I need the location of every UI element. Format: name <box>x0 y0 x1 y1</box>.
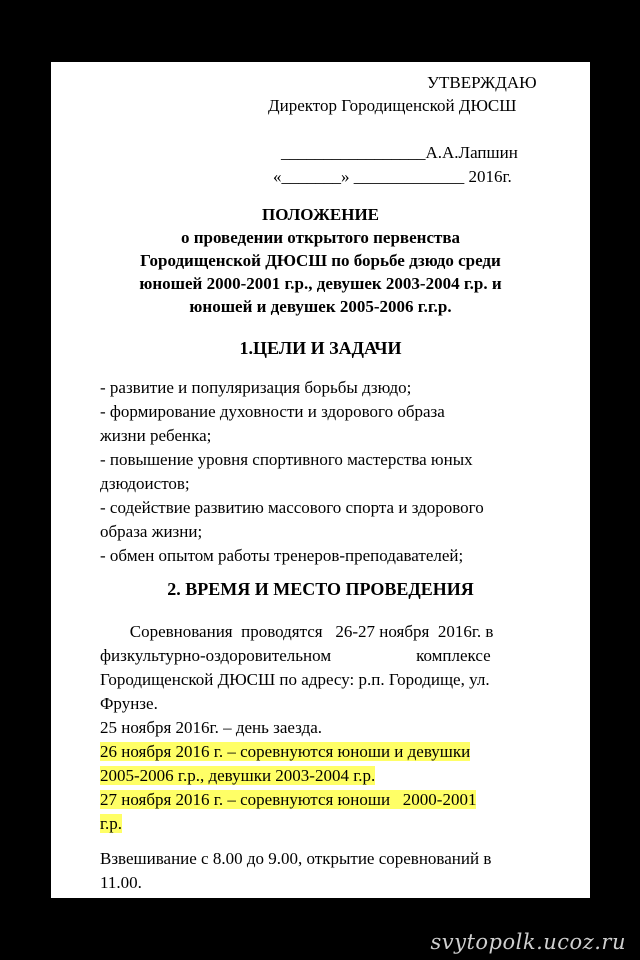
weighing-line: Взвешивание с 8.00 до 9.00, открытие соревнований в <box>100 849 492 868</box>
highlight-text: 27 ноября 2016 г. – соревнуются юноши 2000-2001 <box>100 790 477 809</box>
goal-line: - формирование духовности и здорового образа <box>100 402 445 421</box>
arrival-line: 25 ноября 2016г. – день заезда. <box>100 718 323 737</box>
goal-line: дзюдоистов; <box>100 474 190 493</box>
highlight-text: 2005-2006 г.р., девушки 2003-2004 г.р. <box>100 766 376 785</box>
section-1-heading: 1.ЦЕЛИ И ЗАДАЧИ <box>239 338 402 358</box>
goal-line: - обмен опытом работы тренеров-преподавателей; <box>100 546 464 565</box>
highlight-text: г.р. <box>100 814 123 833</box>
approval-position: Директор Городищенской ДЮСШ <box>268 96 517 115</box>
goal-line: - развитие и популяризация борьбы дзюдо; <box>100 378 412 397</box>
goal-line: - содействие развитию массового спорта и здорового <box>100 498 484 517</box>
goal-line: образа жизни; <box>100 522 203 541</box>
document-subtitle-line: Городищенской ДЮСШ по борьбе дзюдо среди <box>140 251 501 270</box>
schedule-line-highlighted <box>100 764 375 788</box>
venue-line: физкультурно-оздоровительном комплексе <box>100 646 491 665</box>
document-subtitle-line: о проведении открытого первенства <box>180 228 461 247</box>
watermark-text: svytopolk.ucoz.ru <box>430 930 626 954</box>
schedule-line-highlighted <box>100 812 122 836</box>
section-2-heading: 2. ВРЕМЯ И МЕСТО ПРОВЕДЕНИЯ <box>167 579 474 599</box>
schedule-line-highlighted <box>100 788 476 812</box>
goal-line: - повышение уровня спортивного мастерства юных <box>100 450 473 469</box>
approval-signature-line: _________________А.А.Лапшин <box>281 143 518 162</box>
highlight-text: 26 ноября 2016 г. – соревнуются юноши и девушки <box>100 742 471 761</box>
document-title: ПОЛОЖЕНИЕ <box>262 205 379 224</box>
approval-title: УТВЕРЖДАЮ <box>427 73 537 92</box>
weighing-line: 11.00. <box>100 873 142 892</box>
schedule-line-highlighted <box>100 740 470 764</box>
venue-line: Фрунзе. <box>100 694 158 713</box>
venue-line: Городищенской ДЮСШ по адресу: р.п. Городище, ул. <box>100 670 490 689</box>
goal-line: жизни ребенка; <box>100 426 212 445</box>
approval-date-line: «_______» _____________ 2016г. <box>273 167 512 186</box>
document-subtitle-line: юношей и девушек 2005-2006 г.г.р. <box>189 297 452 316</box>
venue-line: Соревнования проводятся 26-27 ноября 2016г. в <box>100 622 494 641</box>
document-page <box>51 62 590 898</box>
document-subtitle-line: юношей 2000-2001 г.р., девушек 2003-2004 г.р. и <box>139 274 502 293</box>
